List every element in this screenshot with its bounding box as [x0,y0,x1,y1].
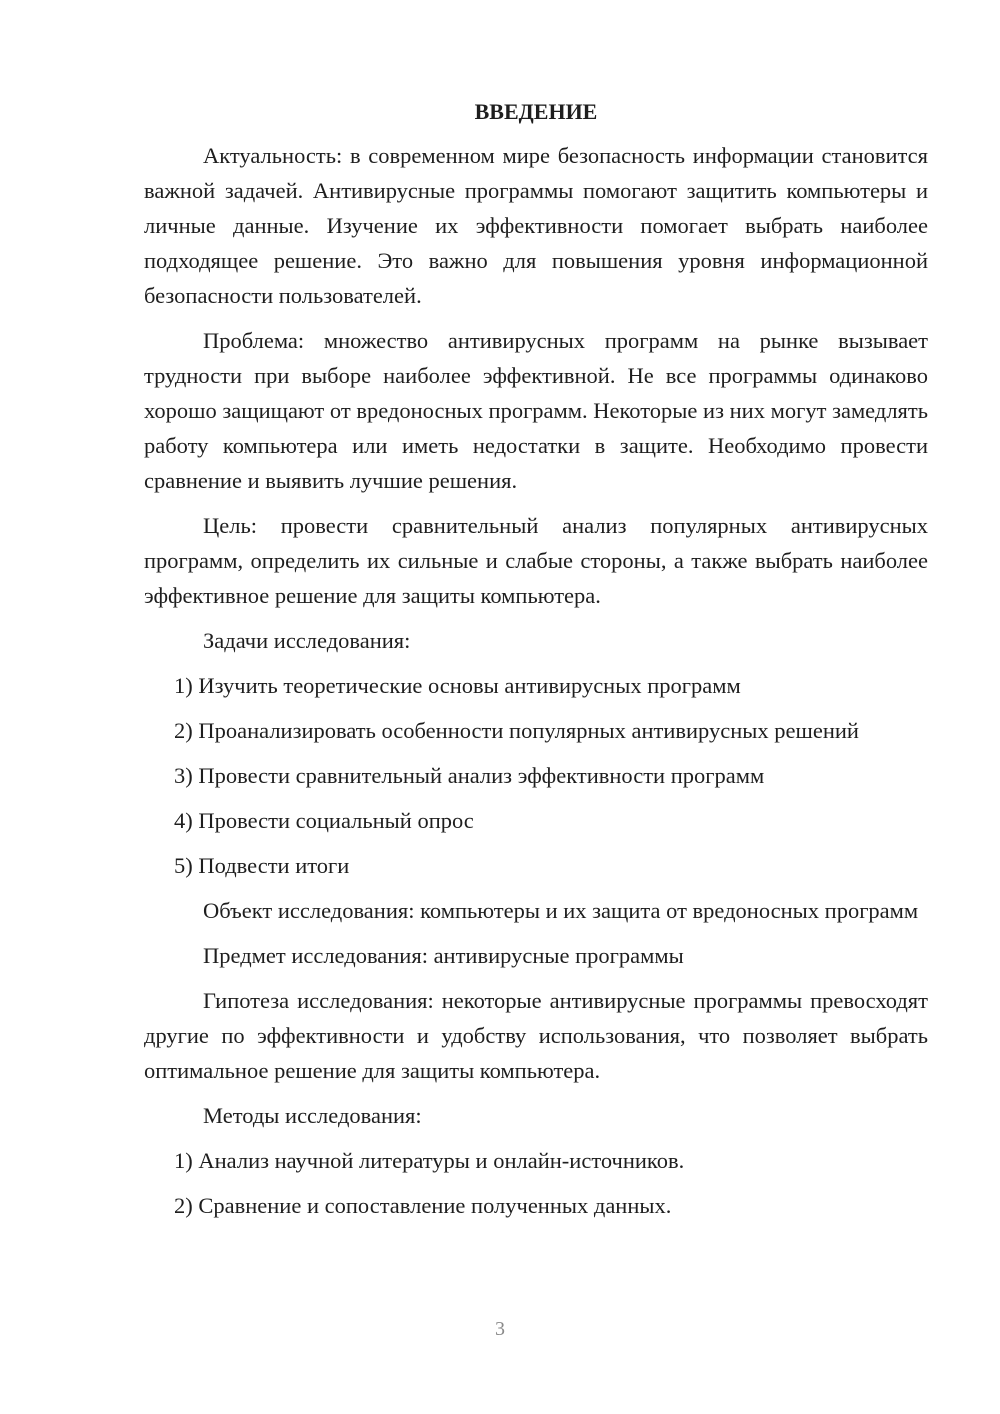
methods-heading: Методы исследования: [203,1103,422,1128]
tasks-heading: Задачи исследования: [203,628,411,653]
page-content [144,96,928,1233]
relevance-paragraph: Актуальность: в современном мире безопасность информации становится важной задачей. Антивирусные программы помогают защитить компьютеры и личные данные. Изучение их эффективности помогает выбрать наиболее подходящее решение. Это важно для повышения уровня информационной безопасности пользователей. [144,143,928,308]
task-item: 1) Изучить теоретические основы антивирусных программ [174,673,741,698]
page-number: 3 [495,1318,505,1340]
task-item: 4) Провести социальный опрос [174,808,474,833]
problem-paragraph: Проблема: множество антивирусных программ на рынке вызывает трудности при выборе наиболее эффективной. Не все программы одинаково хорошо защищают от вредоносных программ. Некоторые из них могут замедлять работу компьютера или иметь недостатки в защите. Необходимо провести сравнение и выявить лучшие решения. [144,328,928,493]
method-item: 1) Анализ научной литературы и онлайн-источников. [174,1148,685,1173]
subject-paragraph: Предмет исследования: антивирусные программы [203,943,684,968]
task-item: 3) Провести сравнительный анализ эффективности программ [174,763,765,788]
section-title: ВВЕДЕНИЕ [474,99,598,124]
method-item: 2) Сравнение и сопоставление полученных данных. [174,1193,672,1218]
task-item: 5) Подвести итоги [174,853,350,878]
hypothesis-paragraph: Гипотеза исследования: некоторые антивирусные программы превосходят другие по эффективности и удобству использования, что позволяет выбрать оптимальное решение для защиты компьютера. [144,988,928,1083]
task-item: 2) Проанализировать особенности популярных антивирусных решений [174,718,859,743]
goal-paragraph: Цель: провести сравнительный анализ популярных антивирусных программ, определить их сильные и слабые стороны, а также выбрать наиболее эффективное решение для защиты компьютера. [144,513,928,608]
object-paragraph: Объект исследования: компьютеры и их защита от вредоносных программ [203,898,919,923]
